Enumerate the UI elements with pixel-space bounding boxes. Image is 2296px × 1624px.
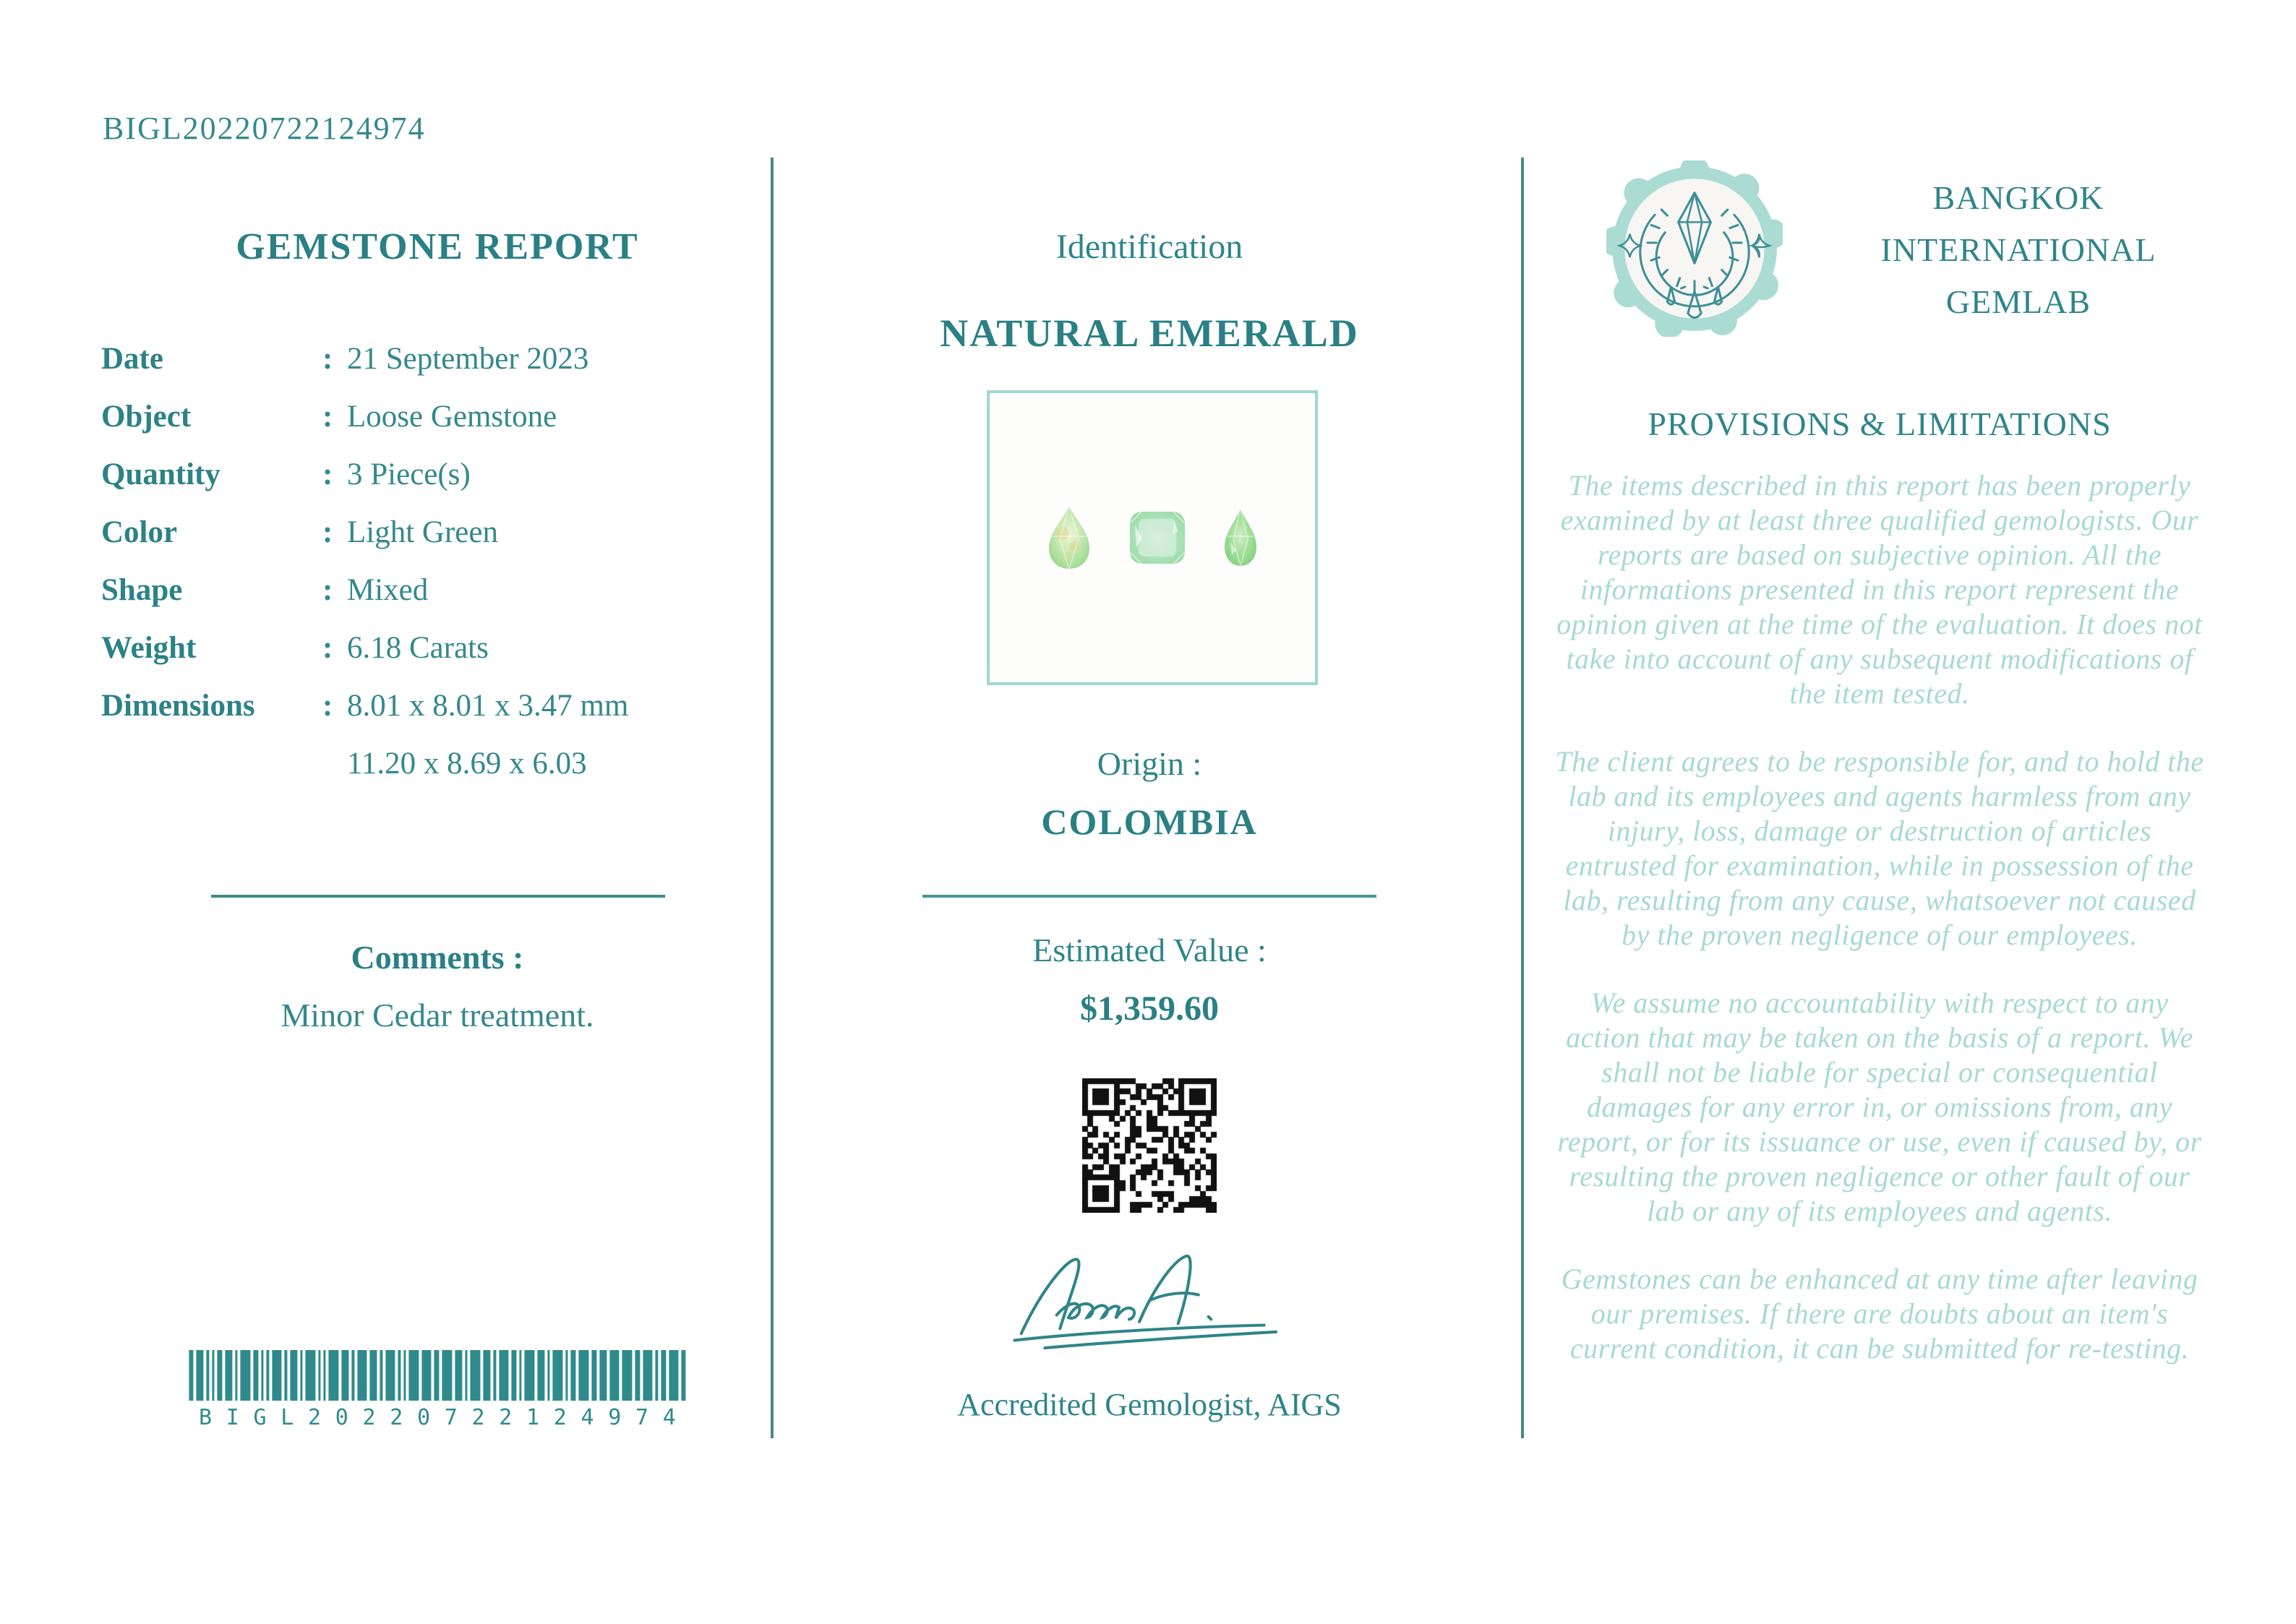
report-title: GEMSTONE REPORT (236, 226, 639, 267)
detail-label: Quantity (101, 457, 220, 491)
detail-value: 8.01 x 8.01 x 3.47 mm (347, 689, 629, 723)
identification-heading: Identification (1055, 228, 1243, 266)
detail-label: Date (101, 342, 163, 376)
divider-vertical-left (771, 158, 774, 1438)
detail-label: Dimensions (101, 689, 255, 723)
detail-row-dimensions (101, 688, 774, 746)
detail-row-weight (101, 630, 774, 688)
signature-icon (998, 1229, 1301, 1366)
detail-row-object (101, 399, 774, 457)
certificate-number: BIGL20220722124974 (103, 111, 426, 146)
gem-pear-left-icon (1045, 504, 1093, 571)
identification-section (775, 0, 1524, 1624)
detail-row-date (101, 341, 774, 399)
origin-label: Origin : (1097, 745, 1202, 782)
barcode-value: B I G L 2 0 2 2 0 7 2 2 1 2 4 9 7 4 (198, 1405, 676, 1430)
detail-value: 11.20 x 8.69 x 6.03 (347, 747, 587, 781)
barcode (189, 1350, 685, 1430)
detail-row-quantity (101, 457, 774, 515)
estimated-value: $1,359.60 (1080, 989, 1219, 1028)
detail-value: Mixed (347, 573, 429, 607)
detail-value: 3 Piece(s) (347, 457, 471, 491)
gem-pear-right-icon (1222, 507, 1259, 568)
detail-colon: : (322, 631, 333, 665)
detail-row-dimensions-2 (101, 746, 774, 804)
lab-name: BANGKOK INTERNATIONAL GEMLAB (1880, 179, 2156, 320)
detail-colon: : (322, 342, 333, 376)
divider-horizontal-mid (922, 895, 1376, 898)
divider-horizontal-left (211, 895, 665, 898)
report-section (101, 0, 774, 1624)
detail-value: Light Green (347, 515, 498, 549)
detail-colon: : (322, 573, 333, 607)
provisions-paragraph: The client agrees to be responsible for, and to hold the lab and its employees and agents harmless from any injury, loss, damage or destruction of articles entrusted for examination, while in possession of the lab, resulting from any cause, whatsoever not caused by the proven negligence of our employees. (1555, 745, 2204, 951)
detail-colon: : (322, 400, 333, 434)
detail-value: 6.18 Carats (347, 631, 489, 665)
detail-label: Object (101, 400, 192, 434)
detail-label: Color (101, 515, 178, 549)
divider-vertical-right (1521, 158, 1524, 1438)
qr-code-icon (1082, 1078, 1217, 1213)
detail-row-color (101, 515, 774, 572)
detail-value: Loose Gemstone (347, 400, 557, 434)
comments-text: Minor Cedar treatment. (280, 997, 594, 1034)
barcode-icon (189, 1350, 685, 1401)
lab-logo-icon (1606, 160, 1783, 337)
detail-value: 21 September 2023 (347, 342, 589, 376)
estimated-value-label: Estimated Value : (1032, 932, 1267, 968)
provisions-paragraph: The items described in this report has been properly examined by at least three qualified gemologists. Our reports are based on subjective opinion. All the informations presented in this report represent the opinion given at the time of the evaluation. It does not take into account of any subsequent modifications of the item tested. (1556, 469, 2203, 710)
provisions-paragraph: We assume no accountability with respect to any action that may be taken on the basis of a report. We shall not be liable for special or consequential damages for any error in, or omissions from, any report, or for its issuance or use, even if caused by, or resulting the proven negligence or other fault of our lab or any of its employees and agents. (1557, 987, 2202, 1227)
lab-section (1547, 0, 2212, 1624)
identification-result: NATURAL EMERALD (940, 312, 1359, 355)
detail-row-shape (101, 572, 774, 630)
comments-label: Comments : (351, 939, 524, 976)
provisions-paragraph: Gemstones can be enhanced at any time after leaving our premises. If there are doubts about an item's current condition, it can be submitted for re-testing. (1561, 1263, 2198, 1365)
detail-colon: : (322, 457, 333, 491)
gemstone-photo (987, 390, 1318, 685)
gem-cushion-icon (1128, 510, 1187, 566)
provisions-text (1554, 468, 2205, 1399)
detail-label: Weight (101, 631, 197, 665)
provisions-heading: PROVISIONS & LIMITATIONS (1648, 405, 2112, 442)
report-details (101, 341, 774, 804)
detail-colon: : (322, 689, 333, 723)
origin-value: COLOMBIA (1041, 802, 1258, 842)
signatory-title: Accredited Gemologist, AIGS (957, 1387, 1342, 1422)
detail-label: Shape (101, 573, 183, 607)
detail-colon: : (322, 515, 333, 549)
